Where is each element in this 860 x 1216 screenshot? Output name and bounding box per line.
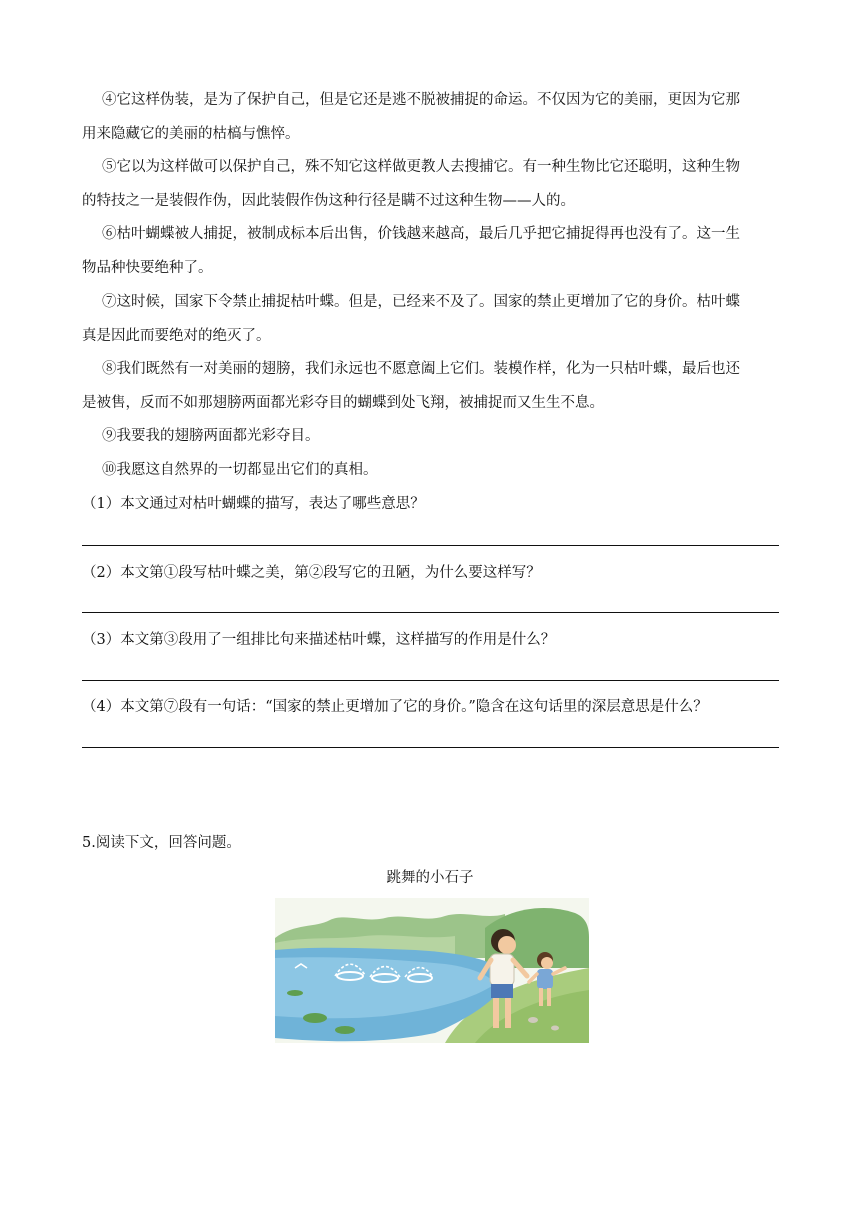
answer-line-1[interactable] <box>82 545 779 546</box>
answer-line-2[interactable] <box>82 612 779 613</box>
question-2: （2）本文第①段写枯叶蝶之美，第②段写它的丑陋，为什么要这样写？ <box>82 565 541 581</box>
paragraph-7: ⑦这时候，国家下令禁止捕捉枯叶蝶。但是，已经来不及了。国家的禁止更增加了它的身价。枯叶蝶 真是因此而要绝对的绝灭了。 <box>82 294 740 344</box>
question-4: （4）本文第⑦段有一句话：“国家的禁止更增加了它的身价。”隐含在这句话里的深层意思是什么？ <box>82 699 708 715</box>
question-3: （3）本文第③段用了一组排比句来描述枯叶蝶，这样描写的作用是什么？ <box>82 632 556 648</box>
paragraph-4: ④它这样伪装，是为了保护自己，但是它还是逃不脱被捕捉的命运。不仅因为它的美丽，更因为它那 用来隐藏它的美丽的枯槁与憔悴。 <box>82 92 740 142</box>
section-5-heading: 5.阅读下文，回答问题。 <box>82 835 241 851</box>
answer-line-3[interactable] <box>82 680 779 681</box>
paragraph-8: ⑧我们既然有一对美丽的翅膀，我们永远也不愿意阖上它们。装模作样，化为一只枯叶蝶，最后也还 是被售，反而不如那翅膀两面都光彩夺目的蝴蝶到处飞翔，被捕捉而又生生不息。 <box>82 361 740 411</box>
question-1: （1）本文通过对枯叶蝴蝶的描写，表达了哪些意思？ <box>82 496 425 512</box>
story-illustration <box>275 898 589 1043</box>
paragraph-10: ⑩我愿这自然界的一切都显出它们的真相。 <box>102 462 378 478</box>
paragraph-6: ⑥枯叶蝴蝶被人捕捉，被制成标本后出售，价钱越来越高，最后几乎把它捕捉得再也没有了。这一生 物品种快要绝种了。 <box>82 226 740 276</box>
answer-line-4[interactable] <box>82 747 779 748</box>
paragraph-5: ⑤它以为这样做可以保护自己，殊不知它这样做更教人去搜捕它。有一种生物比它还聪明，这种生物 的特技之一是装假作伪，因此装假作伪这种行径是瞒不过这种生物——人的。 <box>82 159 740 209</box>
paragraph-9: ⑨我要我的翅膀两面都光彩夺目。 <box>102 428 320 444</box>
story-title: 跳舞的小石子 <box>386 870 474 886</box>
